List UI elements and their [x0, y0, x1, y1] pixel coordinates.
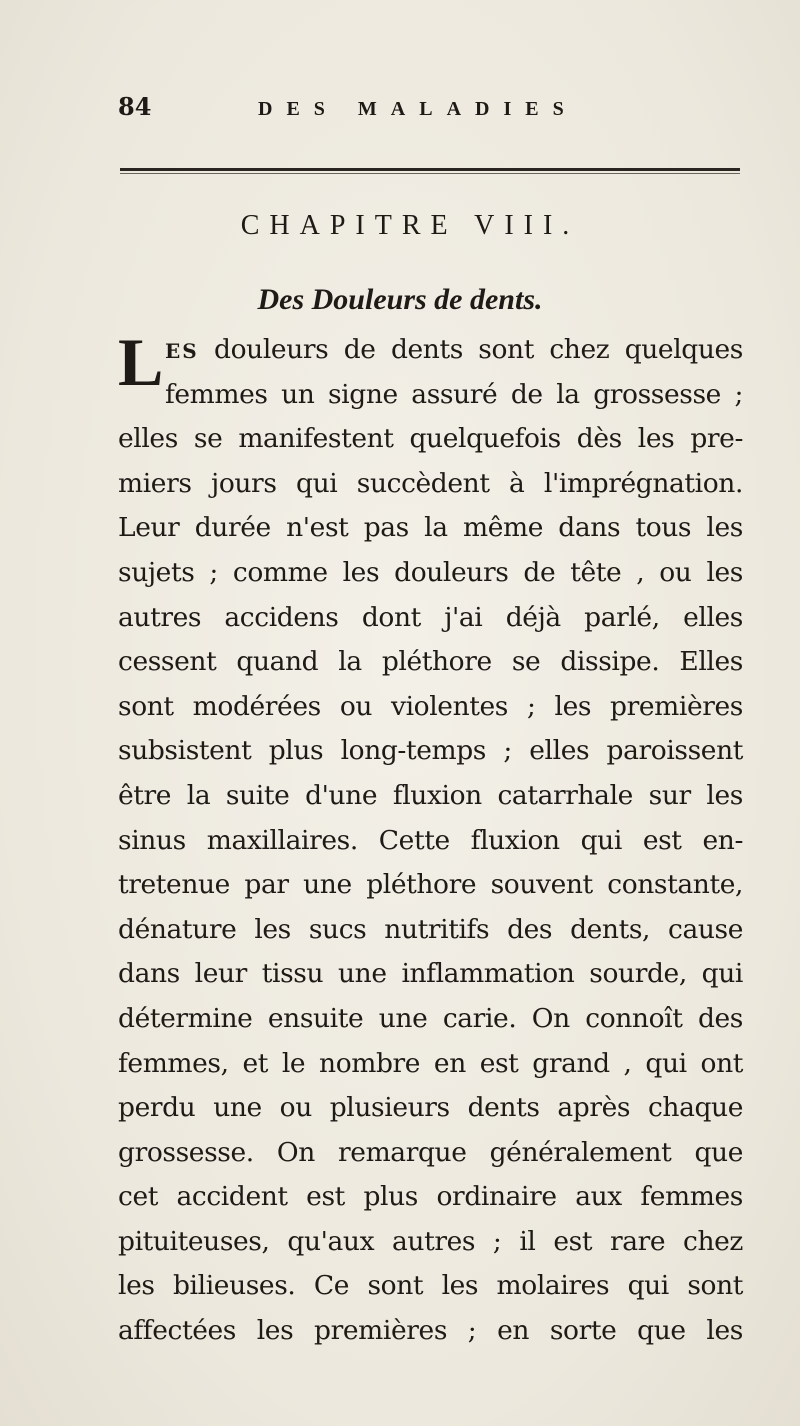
- header-rule-thin: [120, 173, 740, 174]
- text-line-6: sujets ; comme les douleurs de tête , ou les: [118, 556, 743, 588]
- text-line-12: sinus maxillaires. Cette fluxion qui est en-: [118, 824, 743, 856]
- text-line-3: elles se manifestent quelquefois dès les pre-: [118, 423, 743, 455]
- text-line-13: tretenue par une pléthore souvent constante,: [118, 869, 743, 901]
- text-line-17: femmes, et le nombre en est grand , qui ont: [118, 1047, 743, 1079]
- chapter-title: CHAPITRE VIII.: [240, 210, 580, 241]
- text-line-11: être la suite d'une fluxion catarrhale sur les: [118, 779, 743, 811]
- text-line-7: autres accidens dont j'ai déjà parlé, elles: [118, 601, 743, 633]
- text-line-19: grossesse. On remarque généralement que: [118, 1136, 743, 1168]
- running-head: [118, 92, 738, 132]
- running-title: DES MALADIES: [258, 98, 578, 120]
- page-number: 84: [118, 92, 152, 121]
- first-line-text: douleurs de dents sont chez quelques: [198, 334, 743, 365]
- header-rule: [120, 168, 740, 171]
- body-text: [118, 324, 743, 1354]
- text-line-5: Leur durée n'est pas la même dans tous les: [118, 512, 743, 544]
- text-line-23: affectées les premières ; en sorte que les: [118, 1315, 743, 1347]
- text-line-10: subsistent plus long-temps ; elles paroissent: [118, 735, 743, 767]
- drop-cap: L: [118, 324, 163, 400]
- text-line-20: cet accident est plus ordinaire aux femmes: [118, 1181, 743, 1213]
- text-line-2: femmes un signe assuré de la grossesse ;: [164, 378, 743, 410]
- first-word-smallcaps: ES: [164, 339, 199, 363]
- text-line-22: les bilieuses. Ce sont les molaires qui sont: [118, 1270, 743, 1302]
- text-line-18: perdu une ou plusieurs dents après chaque: [118, 1092, 743, 1124]
- text-line-9: sont modérées ou violentes ; les premières: [118, 690, 743, 722]
- text-line-8: cessent quand la pléthore se dissipe. Elles: [118, 646, 743, 678]
- text-line-21: pituiteuses, qu'aux autres ; il est rare chez: [118, 1225, 743, 1257]
- text-line-4: miers jours qui succèdent à l'imprégnation.: [118, 467, 743, 499]
- text-line-16: détermine ensuite une carie. On connoît des: [118, 1002, 743, 1034]
- text-line-14: dénature les sucs nutritifs des dents, cause: [118, 913, 743, 945]
- text-line-15: dans leur tissu une inflammation sourde, qui: [118, 958, 743, 990]
- section-title: Des Douleurs de dents.: [257, 283, 543, 316]
